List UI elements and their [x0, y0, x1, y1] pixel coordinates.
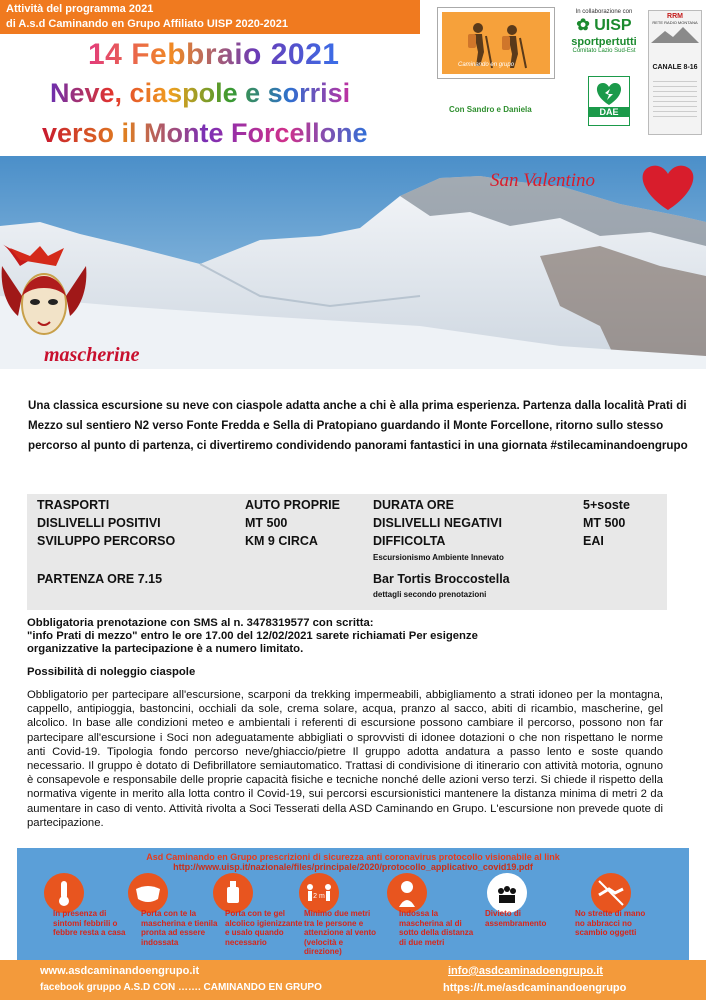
- radio-subtitle: RETE RADIO MONTANA: [652, 20, 698, 25]
- uisp-committee: Comitato Lazio Sud-Est: [572, 48, 636, 54]
- booking-line-2: "info Prati di mezzo" entro le ore 17.00 del 12/02/2021 sarete richiamati Per esigenze: [27, 630, 478, 642]
- trasporti-value: AUTO PROPRIE: [245, 498, 340, 512]
- program-banner: [0, 0, 420, 34]
- ritrovo-note: dettagli secondo prenotazioni: [373, 590, 487, 599]
- safety-title-line-1: Asd Caminando en Grupo prescrizioni di sicurezza anti coronavirus protocollo visionabile al link: [146, 852, 560, 862]
- safety-item-gel: Porta con te gel alcolico igienizzante e usalo quando necessario: [225, 909, 303, 947]
- guides-text: Con Sandro e Daniela: [449, 105, 532, 114]
- uisp-collab-text: In collaborazione con: [575, 9, 633, 15]
- difficolta-note: Escursionismo Ambiente Innevato: [373, 553, 504, 562]
- trasporti-label: TRASPORTI: [37, 498, 110, 512]
- info-table: [27, 494, 667, 610]
- mountain-photo: [0, 156, 706, 369]
- dae-logo: [588, 76, 630, 126]
- footer-email-link[interactable]: info@asdcaminadoengrupo.it: [448, 965, 603, 977]
- defibrillator-heart-icon: [589, 79, 629, 107]
- rental-note: Possibilità di noleggio ciaspole: [27, 666, 196, 678]
- dae-label: DAE: [589, 107, 629, 117]
- mascherine-text: mascherine: [44, 344, 140, 366]
- uisp-logo: [563, 7, 645, 73]
- no-handshake-icon: [591, 873, 631, 913]
- caminando-logo: [437, 7, 555, 79]
- sviluppo-label: SVILUPPO PERCORSO: [37, 534, 176, 548]
- footer-telegram-link[interactable]: https://t.me/asdcaminandoengrupo: [443, 982, 627, 994]
- footer: [0, 960, 706, 1000]
- uisp-sportpertutti: sportpertutti: [571, 36, 637, 48]
- partenza-label: PARTENZA ORE 7.15: [37, 572, 163, 586]
- uisp-leaf-icon: ✿: [576, 17, 590, 34]
- program-line-1: Attività del programma 2021: [6, 3, 154, 15]
- safety-item-mask-distance: Indossa la mascherina al di sotto della distanza di due metri: [399, 909, 474, 947]
- event-date-title: 14 Febbraio 2021: [88, 38, 340, 71]
- radio-channel: CANALE 8-16: [652, 64, 698, 71]
- uisp-name: ✿ UISP: [576, 17, 632, 34]
- face-mask-icon: [128, 873, 168, 913]
- safety-protocol-link[interactable]: http://www.uisp.it/nazionale/files/principale/2020/protocollo_applicativo_covid19.pdf: [173, 862, 533, 872]
- radio-mountain-icon: [649, 25, 701, 45]
- mask-distance-icon: [387, 873, 427, 913]
- safety-item-fever: In presenza di sintomi febbrili o febbre resta a casa: [53, 909, 126, 937]
- footer-facebook-text: facebook gruppo A.S.D CON ……. CAMINANDO EN GRUPO: [40, 982, 322, 993]
- distance-icon: [299, 873, 339, 913]
- booking-line-3: organizzative la partecipazione è a numero limitato.: [27, 643, 304, 655]
- intro-paragraph: Una classica escursione su neve con ciaspole adatta anche a chi è alla prima esperienza. Partenza dalla località Prati di Mezzo sul sentiero N2 verso Fonte Fredda e Sella di Pratopiano guardando il Monte Forcellone, ritorno sullo stesso percorso al punto di partenza, ci divertiremo condividendo panorami fantastici in una giornata #stilecaminandoengrupo: [28, 399, 688, 452]
- dislivelli-negativi-value: MT 500: [583, 516, 626, 530]
- safety-item-gathering: Divieto di assembramento: [485, 909, 547, 928]
- sviluppo-value: KM 9 CIRCA: [245, 534, 318, 548]
- san-valentino-text: San Valentino: [490, 170, 596, 191]
- covid-safety-banner: [17, 848, 689, 960]
- radio-title: RRM: [667, 13, 683, 20]
- safety-item-mask: Porta con te la mascherina e tienila pronta ad essere indossata: [141, 909, 218, 947]
- distance-icon-label: 2 m: [313, 893, 325, 900]
- durata-value: 5+soste: [583, 498, 630, 512]
- durata-label: DURATA ORE: [373, 498, 455, 512]
- thermometer-icon: [44, 873, 84, 913]
- radio-montana-card: [648, 10, 702, 135]
- dislivelli-positivi-label: DISLIVELLI POSITIVI: [37, 516, 161, 530]
- dislivelli-positivi-value: MT 500: [245, 516, 288, 530]
- no-gathering-icon: [487, 873, 527, 913]
- caminando-logo-text: Caminando en grupo: [458, 62, 515, 68]
- booking-line-1: Obbligatoria prenotazione con SMS al n. 3478319577 con scritta:: [27, 617, 374, 629]
- safety-title: [17, 852, 689, 872]
- event-title-line-3: verso il Monte Forcellone: [42, 118, 368, 148]
- sanitizer-gel-icon: [213, 873, 253, 913]
- footer-website-link[interactable]: www.asdcaminandoengrupo.it: [40, 965, 200, 977]
- safety-item-handshake: No strette di mano no abbracci no scambio oggetti: [575, 909, 646, 937]
- booking-info: [27, 617, 687, 656]
- dislivelli-negativi-label: DISLIVELLI NEGATIVI: [373, 516, 502, 530]
- program-line-2: di A.s.d Caminando en Grupo Affiliato UISP 2020-2021: [6, 18, 288, 30]
- difficolta-value: EAI: [583, 534, 604, 548]
- ritrovo-label: Bar Tortis Broccostella: [373, 572, 510, 586]
- difficolta-label: DIFFICOLTA: [373, 534, 446, 548]
- safety-item-distance: Minimo due metri tra le persone e attenzione al vento (velocità e direzione): [304, 909, 377, 956]
- event-title-line-2: Neve, ciaspole e sorrisi: [50, 78, 351, 108]
- requirements-paragraph: Obbligatorio per partecipare all'escursione, scarponi da trekking impermeabili, abbigliamento a strati idoneo per la montagna, cappello, antipioggia, bastoncini, occhiali da sole, crema solare, acqua, pranzo al sacco, abiti di ricambio, mascherine, gel alcolico. In base alle condizioni meteo e ambientali i referenti di escursione possono cambiare il percorso, possono non far partecipare all'escursione i Soci non adeguatamente abbigliati o sprovvisti di idonee dotazioni o che non rispettano le norme anti Covid-19. Tipologia fondo percorso neve/ghiaccio/pietre Il gruppo adotta andatura a passo lento e soste quando necessario. Il gruppo è dotato di Defibrillatore semiautomatico. Trattasi di condivisione di itinerario con attività motoria, ognuno è consapevole e responsabile delle proprie capacità fisiche e tecniche nonché delle azioni verso terzi. Si chiede il rispetto della normativa vigente in merito alla lotta contro il Covid-19, sui percorsi escursionistici mantenere la distanza minima di metri 2 da aumentare in caso di vento. Attività rivolta a Soci Tesserati della ASD Caminando en Grupo. L'escursione non prevede quote di partecipazione.: [27, 689, 663, 829]
